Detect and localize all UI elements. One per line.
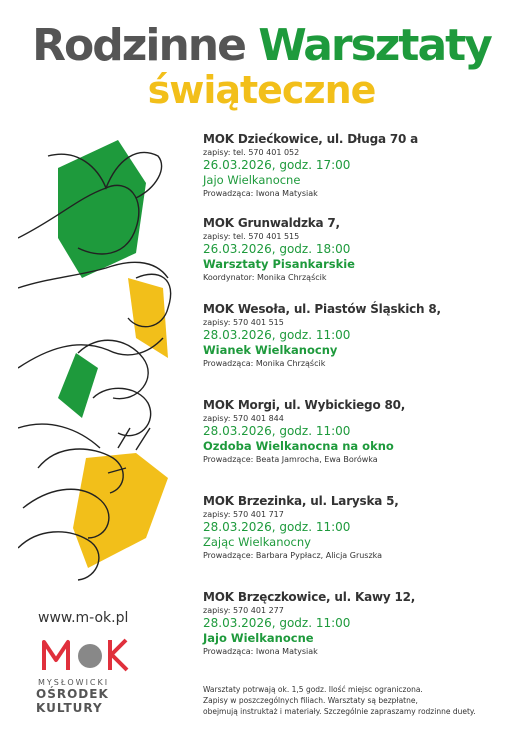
event-date: 28.03.2026, godz. 11:00 [203,616,351,630]
event-location: MOK Wesoła, ul. Piastów Śląskich 8, [203,302,441,316]
event-date: 28.03.2026, godz. 11:00 [203,520,351,534]
event-name: Jajo Wielkanocne [203,173,301,187]
event-signup: zapisy: 570 401 515 [203,318,284,327]
event-name: Jajo Wielkanocne [203,631,314,645]
event-lead: Prowadząca: Monika Chrząścik [203,359,326,368]
event-name: Wianek Wielkanocny [203,343,338,357]
poster-title [0,22,523,70]
website-link[interactable]: www.m-ok.pl [38,610,129,626]
note-line1: Warsztaty potrwają ok. 1,5 godz. Ilość miejsc ograniczona. [203,685,423,694]
logo-line3: KULTURY [36,701,103,715]
event-item [203,216,355,282]
event-date: 26.03.2026, godz. 18:00 [203,242,351,256]
event-item [203,132,418,198]
event-item [203,590,415,656]
event-signup: zapisy: tel. 570 401 052 [203,148,300,157]
event-name: Zając Wielkanocny [203,535,311,549]
event-item [203,494,399,560]
event-signup: zapisy: 570 401 277 [203,606,284,615]
title-warsztaty: Warsztaty [258,20,491,71]
event-lead: Prowadzące: Beata Jamrocha, Ewa Borówka [203,455,378,464]
event-location: MOK Brzęczkowice, ul. Kawy 12, [203,590,416,604]
event-name: Warsztaty Pisankarskie [203,257,355,271]
event-location: MOK Morgi, ul. Wybickiego 80, [203,398,406,412]
footer-note [203,684,513,717]
poster-subtitle: świąteczne [147,68,376,112]
event-lead: Prowadząca: Iwona Matysiak [203,189,318,198]
event-lead: Prowadząca: Iwona Matysiak [203,647,318,656]
event-signup: zapisy: 570 401 844 [203,414,284,423]
flower-illustration-icon [18,128,198,588]
title-rodzinne: Rodzinne [32,20,245,71]
mok-logo [30,636,140,715]
note-line3: obejmują instruktaż i materiały. Szczególnie zapraszamy rodzinne duety. [203,707,476,716]
note-line2: Zapisy w poszczególnych filiach. Warsztaty są bezpłatne, [203,696,418,705]
event-item [203,302,441,368]
logo-line1: MYSŁOWICKI [38,678,110,687]
event-location: MOK Brzezinka, ul. Laryska 5, [203,494,399,508]
logo-line2: OŚRODEK [36,687,109,701]
event-date: 28.03.2026, godz. 11:00 [203,328,351,342]
event-location: MOK Dziećkowice, ul. Długa 70 a [203,132,419,146]
event-location: MOK Grunwaldzka 7, [203,216,340,230]
event-signup: zapisy: tel. 570 401 515 [203,232,300,241]
event-date: 26.03.2026, godz. 17:00 [203,158,351,172]
event-lead: Prowadzące: Barbara Pypłacz, Alicja Gruszka [203,551,383,560]
event-signup: zapisy: 570 401 717 [203,510,284,519]
event-name: Ozdoba Wielkanocna na okno [203,439,394,453]
event-date: 28.03.2026, godz. 11:00 [203,424,351,438]
event-item [203,398,405,464]
event-lead: Koordynator: Monika Chrząścik [203,273,327,282]
mok-logo-icon [40,636,130,674]
